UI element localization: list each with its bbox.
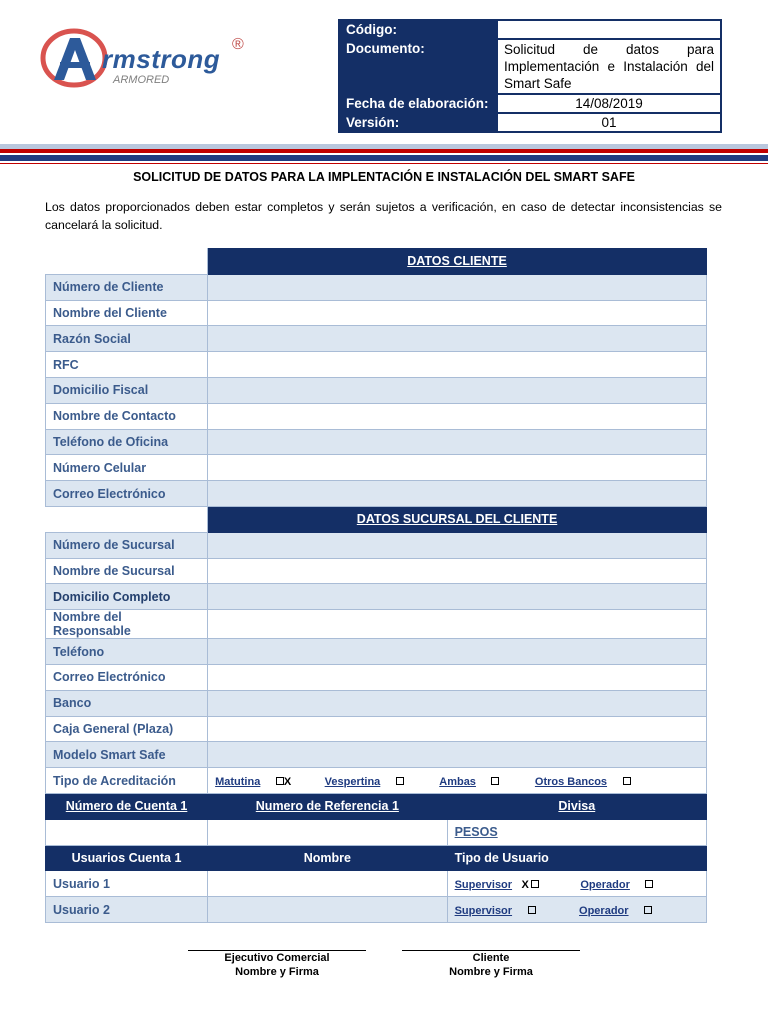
field-label: Número de Sucursal bbox=[46, 532, 208, 558]
field-label: Correo Electrónico bbox=[46, 481, 208, 507]
field-label: Teléfono bbox=[46, 639, 208, 665]
datos-cliente-header: DATOS CLIENTE bbox=[208, 249, 707, 275]
usuarios-cuenta-header: Usuarios Cuenta 1 bbox=[46, 845, 208, 871]
field-input[interactable] bbox=[208, 326, 707, 352]
fecha-label: Fecha de elaboración: bbox=[339, 94, 497, 113]
field-input[interactable] bbox=[208, 690, 707, 716]
field-input[interactable] bbox=[208, 403, 707, 429]
codigo-value bbox=[497, 20, 721, 39]
blank-cell bbox=[46, 249, 208, 275]
field-input[interactable] bbox=[208, 664, 707, 690]
header-stripe-blue bbox=[0, 155, 768, 161]
fecha-value: 14/08/2019 bbox=[497, 94, 721, 113]
usuario-nombre-input[interactable] bbox=[208, 897, 448, 923]
usuario-nombre-input[interactable] bbox=[208, 871, 448, 897]
signature-ejecutivo bbox=[188, 950, 366, 979]
checkbox-icon[interactable] bbox=[528, 906, 536, 914]
divisa-value[interactable]: PESOS bbox=[454, 825, 498, 840]
numero-cuenta-input[interactable] bbox=[46, 819, 208, 845]
armstrong-logo bbox=[40, 28, 260, 98]
checkbox-icon[interactable] bbox=[645, 880, 653, 888]
field-label: Correo Electrónico bbox=[46, 664, 208, 690]
field-input[interactable] bbox=[208, 742, 707, 768]
field-label: Número Celular bbox=[46, 455, 208, 481]
signature-role: Cliente bbox=[472, 952, 510, 964]
checkbox-icon[interactable] bbox=[491, 777, 499, 785]
datos-sucursal-header: DATOS SUCURSAL DEL CLIENTE bbox=[208, 506, 707, 532]
supervisor-option[interactable]: Supervisor bbox=[454, 878, 513, 891]
numero-referencia-input[interactable] bbox=[208, 819, 448, 845]
numero-cuenta-header: Número de Cuenta 1 bbox=[46, 793, 208, 819]
field-label: Número de Cliente bbox=[46, 274, 208, 300]
usuario-label: Usuario 2 bbox=[46, 897, 208, 923]
version-value: 01 bbox=[497, 113, 721, 132]
field-label: Nombre del Responsable bbox=[46, 610, 208, 639]
field-input[interactable] bbox=[208, 532, 707, 558]
checkbox-mark: X bbox=[283, 775, 292, 788]
checkbox-icon[interactable] bbox=[531, 880, 539, 888]
acreditacion-label: Tipo de Acreditación bbox=[46, 768, 208, 794]
field-input[interactable] bbox=[208, 274, 707, 300]
document-title: SOLICITUD DE DATOS PARA LA IMPLENTACIÓN E INSTALACIÓN DEL SMART SAFE bbox=[133, 170, 635, 184]
blank-cell bbox=[46, 506, 208, 532]
field-input[interactable] bbox=[208, 352, 707, 378]
registered-mark: ® bbox=[232, 36, 244, 53]
field-label: Nombre de Sucursal bbox=[46, 558, 208, 584]
field-label: RFC bbox=[46, 352, 208, 378]
field-input[interactable] bbox=[208, 558, 707, 584]
field-input[interactable] bbox=[208, 716, 707, 742]
acreditacion-options bbox=[208, 768, 707, 794]
usuario-label: Usuario 1 bbox=[46, 871, 208, 897]
intro-text: Los datos proporcionados deben estar completos y serán sujetos a verificación, en caso de detectar inconsistencias se cancelará la solicitud. bbox=[45, 200, 722, 232]
header-stripe-thin-red bbox=[0, 163, 768, 164]
logo-wordmark: rmstrong bbox=[102, 44, 221, 74]
field-label: Razón Social bbox=[46, 326, 208, 352]
field-label: Nombre del Cliente bbox=[46, 300, 208, 326]
field-input[interactable] bbox=[208, 455, 707, 481]
checkbox-icon[interactable] bbox=[623, 777, 631, 785]
document-info-table bbox=[338, 19, 722, 133]
option-vespertina[interactable] bbox=[325, 774, 408, 788]
option-label: Matutina bbox=[215, 775, 261, 788]
operador-option[interactable]: Operador bbox=[580, 878, 630, 891]
field-input[interactable] bbox=[208, 481, 707, 507]
numero-referencia-header: Numero de Referencia 1 bbox=[208, 793, 448, 819]
tipo-usuario-options bbox=[447, 871, 706, 897]
field-label: Nombre de Contacto bbox=[46, 403, 208, 429]
field-input[interactable] bbox=[208, 429, 707, 455]
divisa-cell bbox=[447, 819, 706, 845]
codigo-label: Código: bbox=[339, 20, 497, 39]
checkbox-icon[interactable] bbox=[396, 777, 404, 785]
field-label: Modelo Smart Safe bbox=[46, 742, 208, 768]
field-input[interactable] bbox=[208, 610, 707, 639]
field-label: Domicilio Completo bbox=[46, 584, 208, 610]
field-input[interactable] bbox=[208, 639, 707, 665]
checkbox-mark: X bbox=[521, 878, 529, 891]
option-label: Ambas bbox=[439, 775, 476, 788]
version-label: Versión: bbox=[339, 113, 497, 132]
signature-role: Ejecutivo Comercial bbox=[224, 952, 330, 964]
tipo-usuario-options bbox=[447, 897, 706, 923]
divisa-header: Divisa bbox=[447, 793, 706, 819]
option-matutina[interactable] bbox=[215, 774, 295, 788]
field-input[interactable] bbox=[208, 584, 707, 610]
logo-subtitle: ARMORED bbox=[113, 74, 170, 86]
operador-option[interactable]: Operador bbox=[579, 904, 629, 917]
field-label: Teléfono de Oficina bbox=[46, 429, 208, 455]
field-input[interactable] bbox=[208, 377, 707, 403]
option-otros-bancos[interactable] bbox=[535, 774, 631, 788]
field-label: Domicilio Fiscal bbox=[46, 377, 208, 403]
checkbox-icon[interactable] bbox=[276, 777, 284, 785]
supervisor-option[interactable]: Supervisor bbox=[454, 904, 513, 917]
documento-value: Solicitud de datos para Implementación e Instalación del Smart Safe bbox=[497, 39, 721, 94]
signature-cliente bbox=[402, 950, 580, 979]
signature-caption: Nombre y Firma bbox=[449, 965, 533, 978]
nombre-header: Nombre bbox=[208, 845, 448, 871]
field-label: Banco bbox=[46, 690, 208, 716]
option-label: Vespertina bbox=[324, 775, 381, 788]
option-ambas[interactable] bbox=[439, 774, 503, 788]
documento-label: Documento: bbox=[339, 39, 497, 94]
field-label: Caja General (Plaza) bbox=[46, 716, 208, 742]
option-label: Otros Bancos bbox=[534, 775, 608, 788]
tipo-usuario-header: Tipo de Usuario bbox=[447, 845, 706, 871]
checkbox-icon[interactable] bbox=[644, 906, 652, 914]
request-form-table bbox=[45, 248, 707, 923]
field-input[interactable] bbox=[208, 300, 707, 326]
signature-caption: Nombre y Firma bbox=[235, 965, 319, 978]
